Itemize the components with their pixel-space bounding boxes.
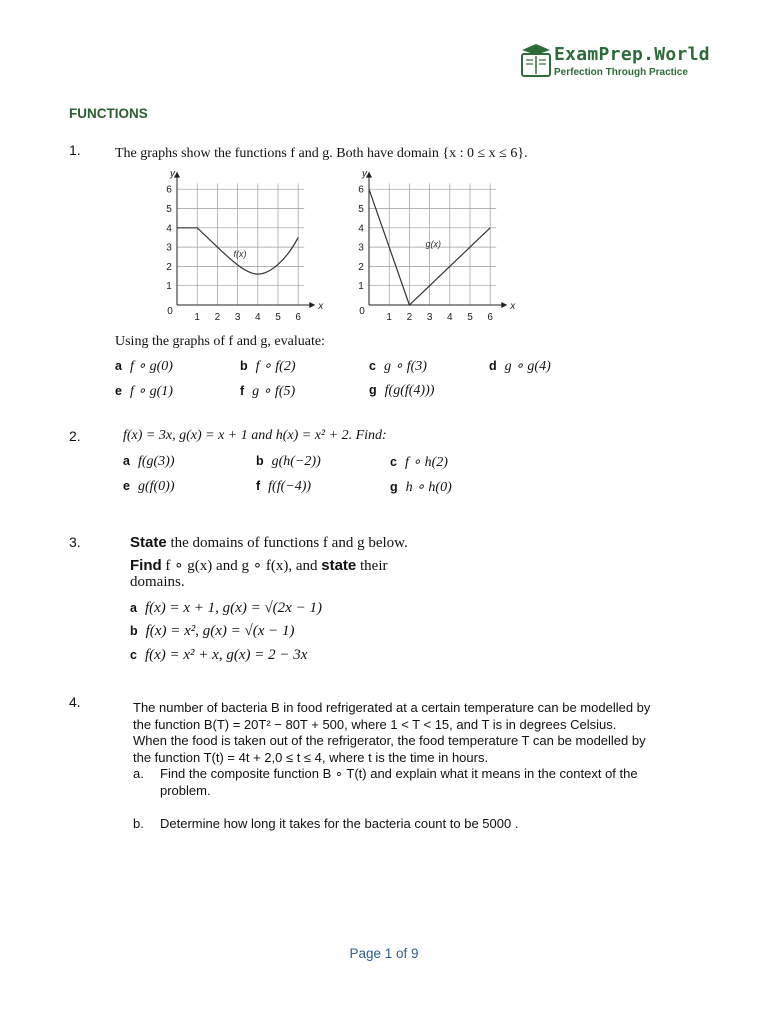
- q2-part-a: a f(g(3)): [123, 454, 175, 469]
- q4-part-a: a. Find the composite function B ∘ T(t) and explain what it means in the context of the problem.: [133, 766, 638, 798]
- x-tick-label: 6: [295, 312, 301, 323]
- q1-part-g: g f(g(f(4))): [369, 383, 435, 398]
- x-tick-label: 3: [234, 312, 241, 323]
- q1-part-d: d g ∘ g(4): [489, 359, 551, 374]
- x-tick-label: 5: [275, 312, 281, 323]
- origin-label: 0: [359, 306, 365, 317]
- x-tick-label: 6: [487, 312, 493, 323]
- x-tick-label: 2: [406, 312, 413, 323]
- y-axis-label: y: [362, 168, 367, 180]
- brand-name: ExamPrep.World: [554, 44, 710, 65]
- q3-part-c: c f(x) = x² + x, g(x) = 2 − 3x: [130, 647, 308, 663]
- q4-body: [133, 700, 653, 833]
- y-tick-label: 2: [358, 261, 364, 273]
- q1-prompt: The graphs show the functions f and g. Both have domain {x : 0 ≤ x ≤ 6}.: [115, 146, 528, 161]
- q1-part-a: a f ∘ g(0): [115, 359, 173, 374]
- x-tick-label: 5: [467, 312, 473, 323]
- x-axis-arrow: [501, 302, 507, 308]
- x-tick-label: 1: [386, 312, 392, 323]
- x-tick-label: 1: [194, 312, 200, 323]
- question-number: 2.: [69, 428, 81, 444]
- y-tick-label: 3: [166, 242, 172, 254]
- y-tick-label: 3: [358, 242, 364, 254]
- x-tick-label: 3: [426, 312, 433, 323]
- q1-graphs: [110, 168, 580, 328]
- q2-prompt: f(x) = 3x, g(x) = x + 1 and h(x) = x² + 2. Find:: [123, 428, 387, 443]
- x-tick-label: 4: [255, 312, 261, 323]
- question-number: 3.: [69, 534, 81, 550]
- x-tick-label: 2: [214, 312, 221, 323]
- q3-part-a: a f(x) = x + 1, g(x) = √(2x − 1): [130, 600, 322, 616]
- q1-part-e: e f ∘ g(1): [115, 384, 173, 399]
- y-tick-label: 6: [358, 184, 364, 196]
- function-label: g(x): [425, 239, 442, 250]
- q2-part-f: f f(f(−4)): [256, 479, 312, 494]
- q3-line1: State the domains of functions f and g below.: [130, 534, 408, 551]
- y-tick-label: 4: [358, 223, 364, 235]
- graph-f: [166, 169, 324, 323]
- q4-part-b: b. Determine how long it takes for the bacteria count to be 5000 .: [133, 816, 519, 831]
- q3-line3: domains.: [130, 574, 185, 590]
- q4-paragraph: The number of bacteria B in food refrigerated at a certain temperature can be modelled by the function B(T) = 20T² − 80T + 500, where 1 < T < 15, and T is in degrees Celsius. When the food is taken out of the refrigerator, the food temperature T can be modelled by the function T(t) = 4t + 2,0 ≤ t ≤ 4, where t is the time in hours.: [133, 700, 651, 765]
- question-number: 1.: [69, 142, 81, 158]
- page-number: Page 1 of 9: [349, 946, 419, 961]
- q1-part-b: b f ∘ f(2): [240, 359, 296, 374]
- y-tick-label: 1: [358, 281, 364, 293]
- y-axis-label: y: [170, 168, 175, 180]
- q1-part-f: f g ∘ f(5): [240, 384, 296, 399]
- q3-part-b: b f(x) = x², g(x) = √(x − 1): [130, 623, 295, 639]
- x-axis-label: x: [318, 301, 324, 312]
- q1-part-c: c g ∘ f(3): [369, 359, 427, 374]
- q3-line2: Find f ∘ g(x) and g ∘ f(x), and state their: [130, 557, 388, 574]
- y-tick-label: 2: [166, 261, 172, 273]
- function-label: f(x): [233, 248, 247, 259]
- section-title: FUNCTIONS: [69, 106, 148, 121]
- graduation-book-icon: [520, 42, 552, 78]
- y-tick-label: 4: [166, 223, 172, 235]
- brand-logo: [520, 42, 710, 82]
- brand-tagline: Perfection Through Practice: [554, 67, 688, 78]
- y-tick-label: 6: [166, 184, 172, 196]
- graph-g: [358, 169, 516, 323]
- x-axis-label: x: [510, 301, 516, 312]
- q2-part-b: b g(h(−2)): [256, 454, 321, 469]
- y-tick-label: 5: [358, 204, 364, 215]
- origin-label: 0: [167, 306, 173, 317]
- q2-part-g: g h ∘ h(0): [390, 480, 452, 495]
- x-tick-label: 4: [447, 312, 453, 323]
- question-number: 4.: [69, 694, 81, 710]
- y-tick-label: 5: [166, 204, 172, 215]
- q1-instruction: Using the graphs of f and g, evaluate:: [115, 334, 325, 349]
- y-tick-label: 1: [166, 281, 172, 293]
- q2-part-e: e g(f(0)): [123, 479, 175, 494]
- x-axis-arrow: [309, 302, 315, 308]
- q2-part-c: c f ∘ h(2): [390, 455, 448, 470]
